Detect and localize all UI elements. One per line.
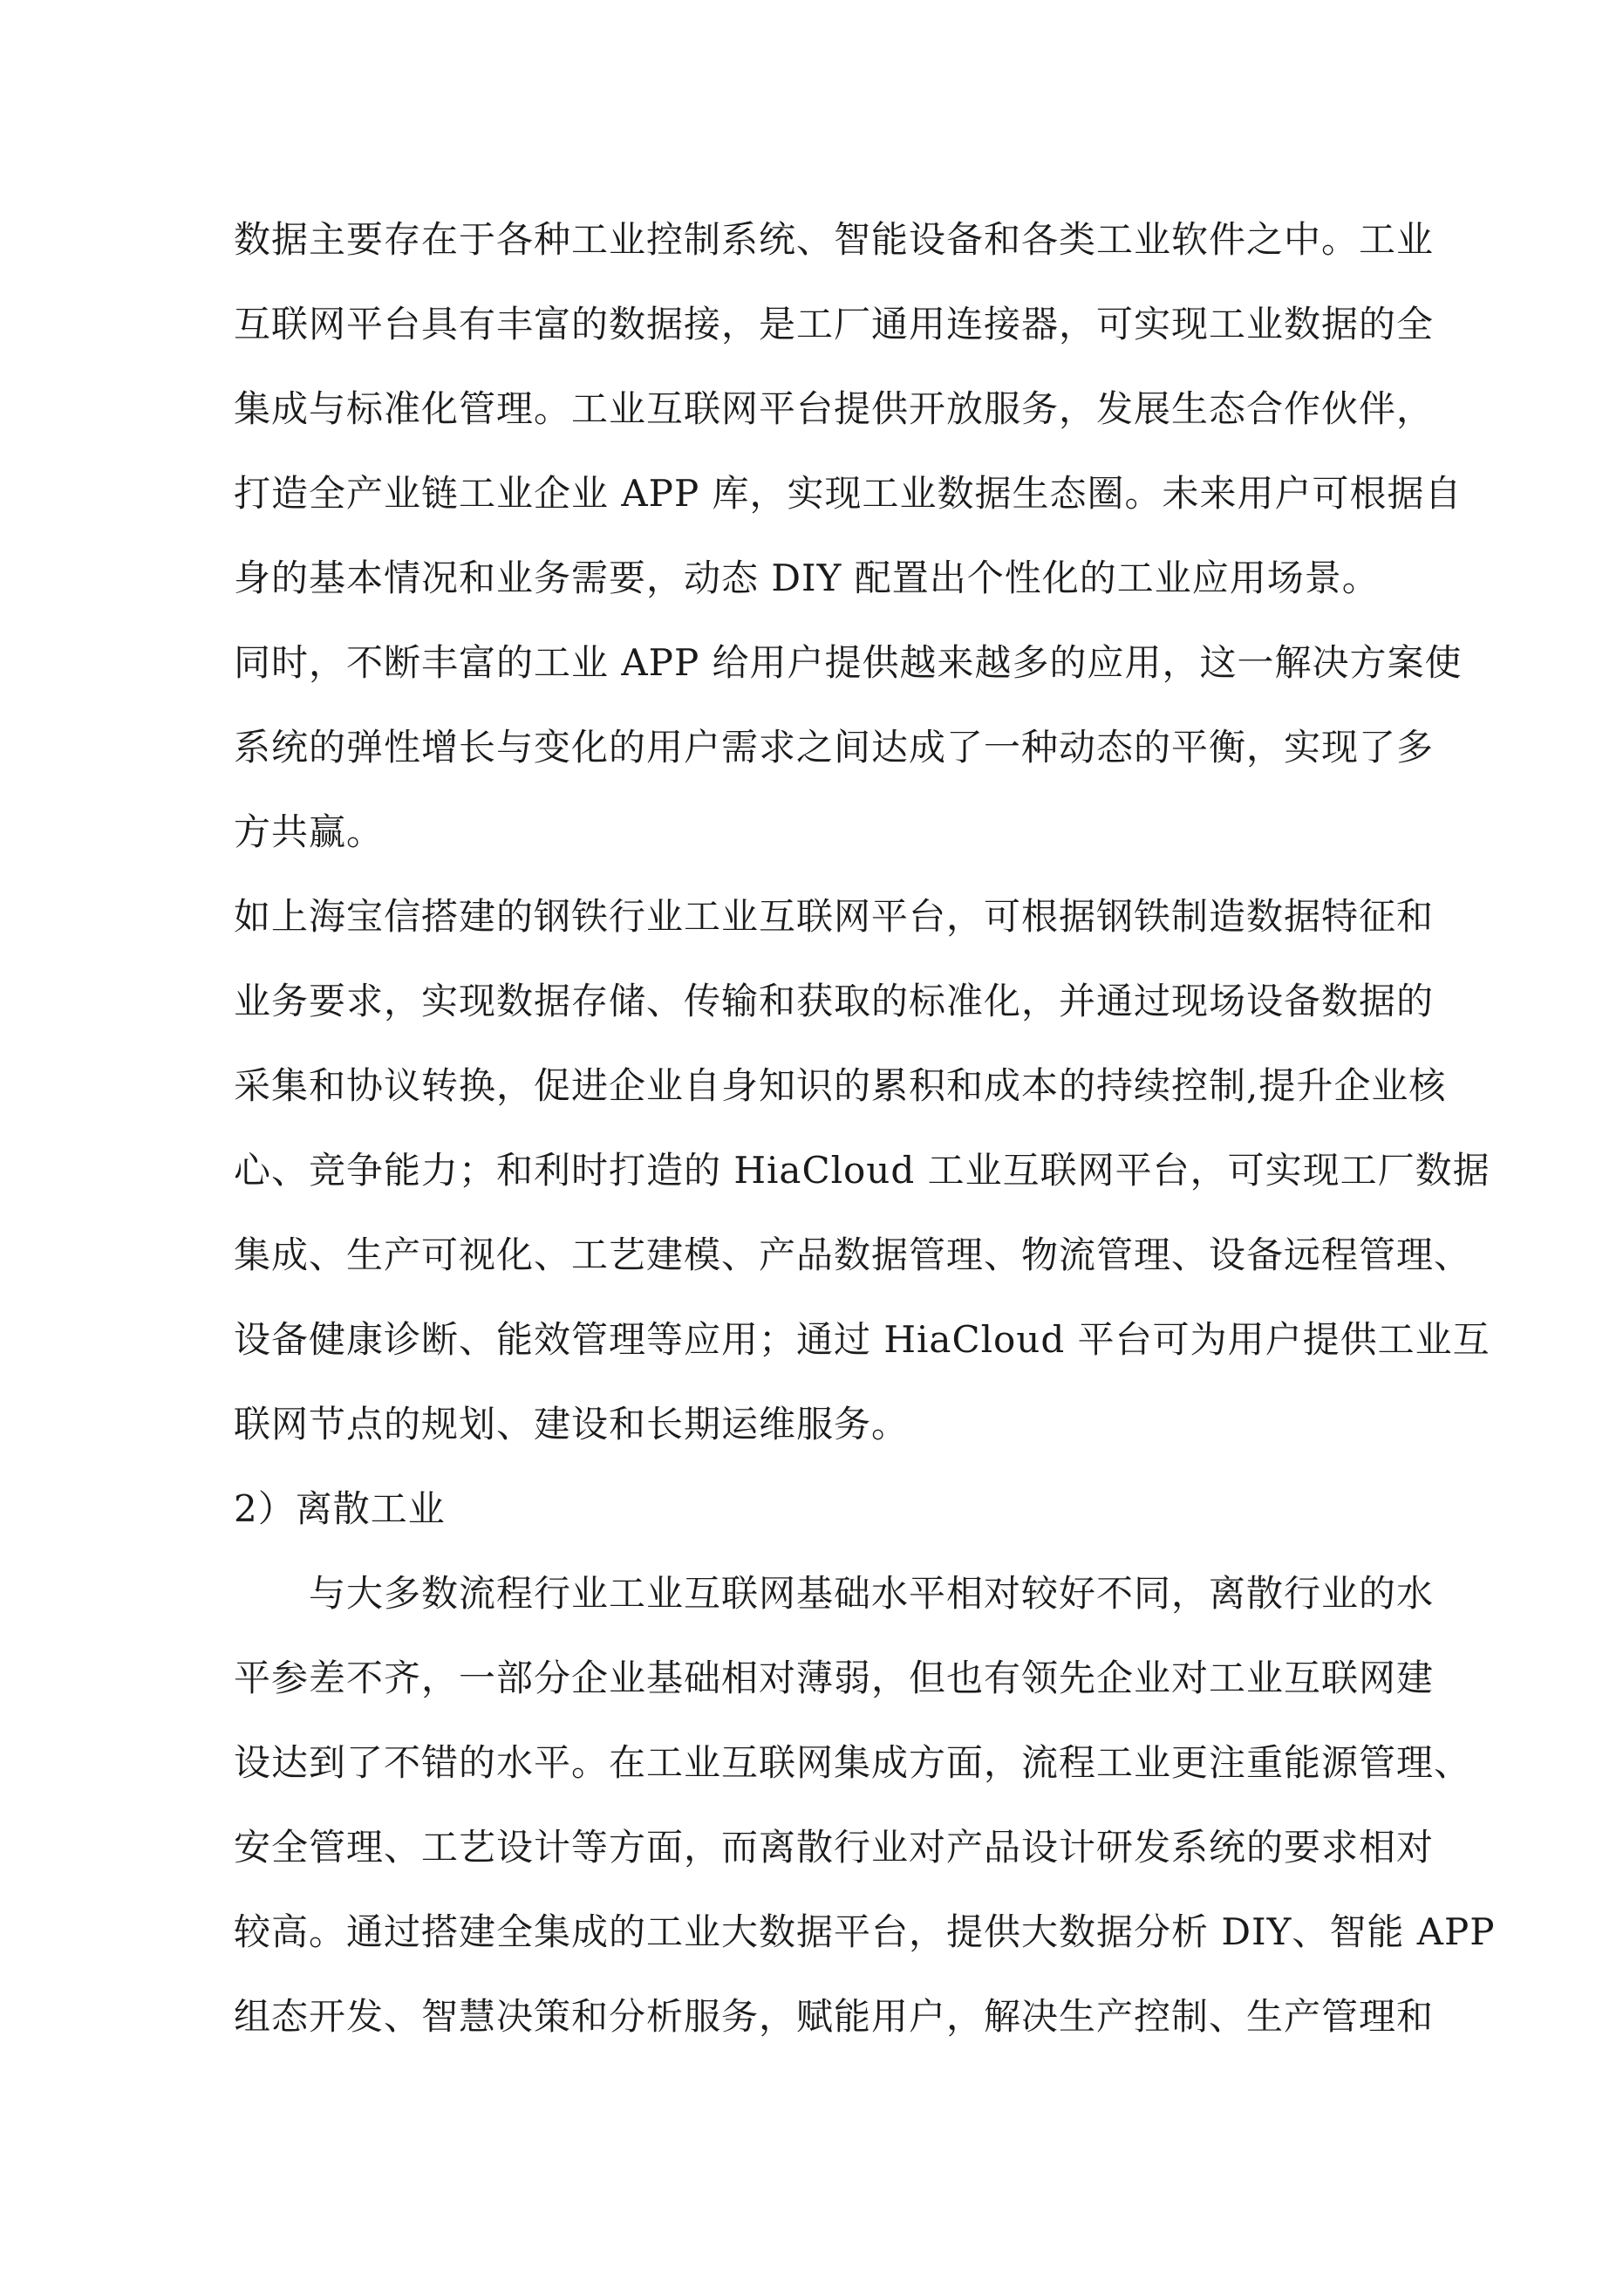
text-line: 安全管理、工艺设计等方面，而离散行业对产品设计研发系统的要求相对 <box>234 1826 1435 1869</box>
text-line: 同时，不断丰富的工业 APP 给用户提供越来越多的应用，这一解决方案使 <box>234 641 1463 684</box>
text-line: 数据主要存在于各种工业控制系统、智能设备和各类工业软件之中。工业 <box>234 218 1435 261</box>
text-line: 打造全产业链工业企业 APP 库，实现工业数据生态圈。未来用户可根据自 <box>234 472 1463 515</box>
body-text <box>234 197 1496 2059</box>
text-line: 采集和协议转换，促进企业自身知识的累积和成本的持续控制,提升企业核 <box>234 1064 1447 1107</box>
text-line: 组态开发、智慧决策和分析服务，赋能用户，解决生产控制、生产管理和 <box>234 1995 1435 2038</box>
text-line: 互联网平台具有丰富的数据接，是工厂通用连接器，可实现工业数据的全 <box>234 303 1435 345</box>
text-line: 心、竞争能力；和利时打造的 HiaCloud 工业互联网平台，可实现工厂数据 <box>234 1149 1490 1192</box>
text-line: 较高。通过搭建全集成的工业大数据平台，提供大数据分析 DIY、智能 APP <box>234 1910 1496 1953</box>
text-line: 设达到了不错的水平。在工业互联网集成方面，流程工业更注重能源管理、 <box>234 1741 1472 1784</box>
text-line: 业务要求，实现数据存储、传输和获取的标准化，并通过现场设备数据的 <box>234 980 1435 1022</box>
text-line: 平参差不齐，一部分企业基础相对薄弱，但也有领先企业对工业互联网建 <box>234 1657 1435 1699</box>
text-line: 与大多数流程行业工业互联网基础水平相对较好不同，离散行业的水 <box>234 1572 1435 1615</box>
text-line: 如上海宝信搭建的钢铁行业工业互联网平台，可根据钢铁制造数据特征和 <box>234 895 1435 938</box>
section-heading: 2）离散工业 <box>234 1487 446 1530</box>
text-line: 身的基本情况和业务需要，动态 DIY 配置出个性化的工业应用场景。 <box>234 557 1380 599</box>
text-line: 集成、生产可视化、工艺建模、产品数据管理、物流管理、设备远程管理、 <box>234 1233 1472 1276</box>
text-line: 联网节点的规划、建设和长期运维服务。 <box>234 1403 910 1445</box>
text-line: 系统的弹性增长与变化的用户需求之间达成了一种动态的平衡，实现了多 <box>234 726 1435 769</box>
text-line: 设备健康诊断、能效管理等应用；通过 HiaCloud 平台可为用户提供工业互 <box>234 1318 1490 1361</box>
text-line: 方共赢。 <box>234 810 385 853</box>
text-line: 集成与标准化管理。工业互联网平台提供开放服务，发展生态合作伙伴， <box>234 387 1435 430</box>
